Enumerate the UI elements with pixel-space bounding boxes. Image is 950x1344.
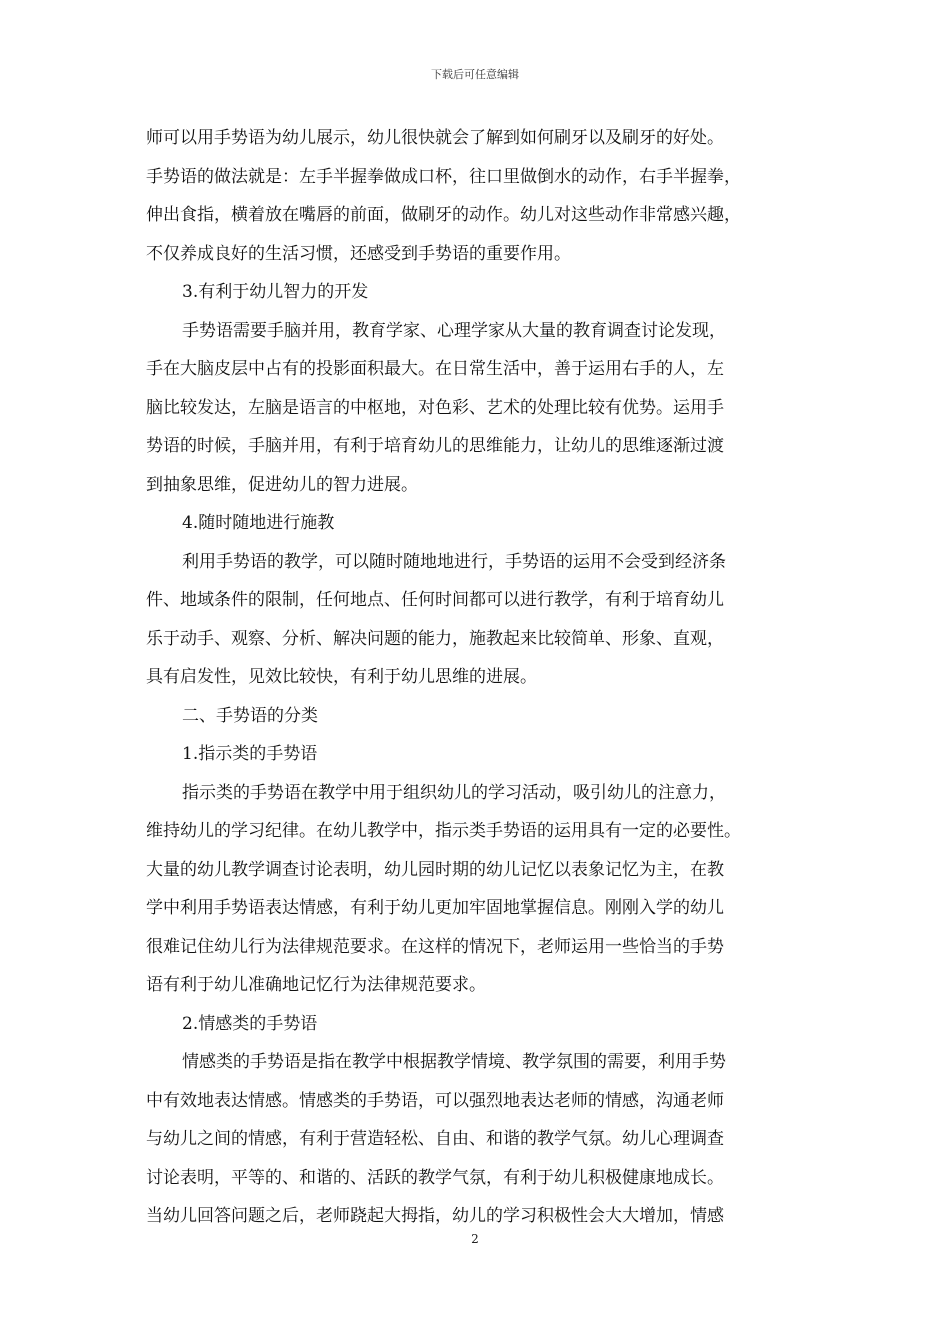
text-line: 脑比较发达，左脑是语言的中枢地，对色彩、艺术的处理比较有优势。运用手 xyxy=(146,397,724,418)
text-line: 手势语需要手脑并用，教育学家、心理学家从大量的教育调查讨论发现， xyxy=(182,320,726,341)
text-line: 指示类的手势语在教学中用于组织幼儿的学习活动，吸引幼儿的注意力， xyxy=(182,782,726,803)
text-line: 很难记住幼儿行为法律规范要求。在这样的情况下，老师运用一些恰当的手势 xyxy=(146,936,724,957)
text-line: 乐于动手、观察、分析、解决问题的能力，施教起来比较简单、形象、直观， xyxy=(146,628,724,649)
text-line: 手势语的做法就是：左手半握拳做成口杯，往口里做倒水的动作，右手半握拳， xyxy=(146,166,741,187)
text-line: 中有效地表达情感。情感类的手势语，可以强烈地表达老师的情感，沟通老师 xyxy=(146,1090,724,1111)
text-line: 与幼儿之间的情感，有利于营造轻松、自由、和谐的教学气氛。幼儿心理调查 xyxy=(146,1129,724,1149)
text-line: 学中利用手势语表达情感，有利于幼儿更加牢固地掌握信息。刚刚入学的幼儿 xyxy=(146,898,724,918)
text-line: 二、手势语的分类 xyxy=(182,705,318,726)
page-number: 2 xyxy=(471,1232,479,1246)
text-line: 1.指示类的手势语 xyxy=(182,744,318,764)
text-line: 2.情感类的手势语 xyxy=(182,1013,318,1034)
text-line: 利用手势语的教学，可以随时随地地进行，手势语的运用不会受到经济条 xyxy=(182,551,726,572)
text-line: 4.随时随地进行施教 xyxy=(182,513,335,533)
text-line: 伸出食指，横着放在嘴唇的前面，做刷牙的动作。幼儿对这些动作非常感兴趣， xyxy=(146,205,741,225)
text-line: 当幼儿回答问题之后，老师跷起大拇指，幼儿的学习积极性会大大增加，情感 xyxy=(146,1206,724,1226)
text-line: 情感类的手势语是指在教学中根据教学情境、教学氛围的需要，利用手势 xyxy=(182,1052,726,1072)
text-line: 具有启发性，见效比较快，有利于幼儿思维的进展。 xyxy=(146,667,537,687)
text-line: 师可以用手势语为幼儿展示，幼儿很快就会了解到如何刷牙以及刷牙的好处。 xyxy=(146,128,724,148)
text-line: 语有利于幼儿准确地记忆行为法律规范要求。 xyxy=(146,975,486,995)
text-line: 件、地域条件的限制，任何地点、任何时间都可以进行教学，有利于培育幼儿 xyxy=(146,590,724,610)
text-line: 3.有利于幼儿智力的开发 xyxy=(182,282,369,302)
document-body xyxy=(146,119,808,1236)
text-line: 大量的幼儿教学调查讨论表明，幼儿园时期的幼儿记忆以表象记忆为主，在教 xyxy=(146,859,724,880)
text-line: 手在大脑皮层中占有的投影面积最大。在日常生活中，善于运用右手的人，左 xyxy=(146,359,724,379)
page-header: 下载后可任意编辑 xyxy=(431,68,519,81)
text-line: 势语的时候，手脑并用，有利于培育幼儿的思维能力，让幼儿的思维逐渐过渡 xyxy=(146,436,724,456)
text-line: 不仅养成良好的生活习惯，还感受到手势语的重要作用。 xyxy=(146,243,571,264)
text-line: 维持幼儿的学习纪律。在幼儿教学中，指示类手势语的运用具有一定的必要性。 xyxy=(146,821,741,841)
text-line: 到抽象思维，促进幼儿的智力进展。 xyxy=(146,474,418,495)
text-line: 讨论表明，平等的、和谐的、活跃的教学气氛，有利于幼儿积极健康地成长。 xyxy=(146,1167,724,1188)
